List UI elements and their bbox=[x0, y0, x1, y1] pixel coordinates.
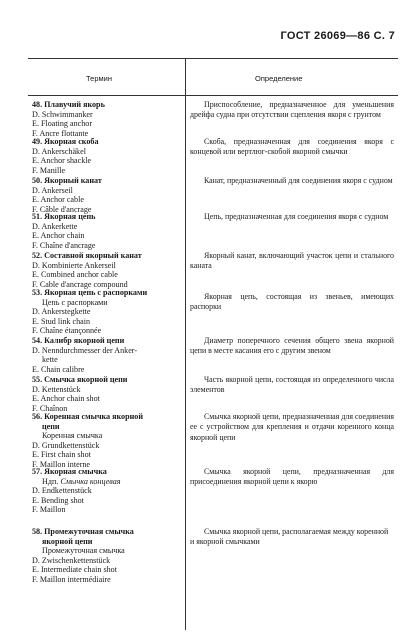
definition-text: Скоба, предназначенная для соединения якоря с концевой или вертлюг-скобой якорной смычки bbox=[190, 137, 394, 157]
term-equivalent: F. Ancre flottante bbox=[32, 128, 89, 138]
definition-text: Якорная цепь, состоящая из звеньев, имеющих распорки bbox=[190, 292, 394, 312]
term-title: 52. Составной якорный канат bbox=[32, 251, 142, 260]
definition-text: Диаметр поперечного сечения общего звена якорной цепи в месте касания его с другим звеном bbox=[190, 336, 394, 356]
term-entry bbox=[32, 251, 184, 289]
term-entry bbox=[32, 467, 184, 515]
term-entry bbox=[32, 212, 184, 250]
definition-text: Якорный канат, включающий участок цепи и стального каната bbox=[190, 251, 394, 271]
term-equivalent: F. Maillon interne bbox=[32, 459, 91, 469]
term-equivalent: F. Chaîne étançonnée bbox=[32, 326, 102, 336]
term-equivalent: D. Nenndurchmesser der Anker- bbox=[32, 345, 138, 355]
term-entry bbox=[32, 412, 184, 470]
column-divider bbox=[185, 58, 186, 630]
term-equivalent: D. Kettenstück bbox=[32, 384, 81, 394]
term-equivalent: E. Anchor chain shot bbox=[32, 394, 100, 404]
table-header-rule bbox=[28, 95, 398, 96]
term-title: 51. Якорная цепь bbox=[32, 212, 96, 221]
term-title: 58. Промежуточная смычка bbox=[32, 527, 134, 536]
table-top-rule bbox=[28, 58, 398, 59]
term-equivalent: E. Anchor chain bbox=[32, 231, 85, 241]
term-equivalent: D. Zwischenkettenstück bbox=[32, 555, 111, 565]
term-entry bbox=[32, 527, 184, 585]
term-equivalent: E. Bending shot bbox=[32, 495, 84, 505]
column-header-definition: Определение bbox=[255, 74, 303, 83]
term-title: 50. Якорный канат bbox=[32, 176, 102, 185]
term-equivalent: D. Ankerseil bbox=[32, 185, 73, 195]
term-entry bbox=[32, 288, 184, 336]
term-equivalent: F. Chaîne d'ancrage bbox=[32, 240, 96, 250]
term-entry bbox=[32, 100, 184, 138]
term-equivalent: D. Ankerschäkel bbox=[32, 146, 86, 156]
definition-text: Цепь, предназначенная для соединения якоря с судном bbox=[204, 212, 389, 221]
term-title: якорной цепи bbox=[42, 536, 93, 546]
term-title: 54. Калибр якорной цепи bbox=[32, 336, 125, 345]
term-equivalent: D. Endkettenstück bbox=[32, 486, 92, 496]
term-equivalent: D. Ankerstegkette bbox=[32, 307, 91, 317]
term-entry bbox=[32, 137, 184, 175]
term-entry bbox=[32, 375, 184, 413]
term-title: 57. Якорная смычка bbox=[32, 467, 107, 476]
definition-text: Смычка якорной цепи, предназначенная для присоединения якорной цепи к якорю bbox=[190, 467, 394, 487]
term-equivalent: F. Chaînon bbox=[32, 403, 68, 413]
definition-text: Приспособление, предназначенное для уменьшения дрейфа судна при отсутствии сцепления якоря с грунтом bbox=[190, 100, 394, 120]
term-title: 49. Якорная скоба bbox=[32, 137, 99, 146]
definition-text: Смычка якорной цепи, предназначенная для соединения ее с устройством для крепления и отдачи коренного конца якорной цепи bbox=[190, 412, 394, 442]
term-equivalent: E. First chain shot bbox=[32, 450, 91, 460]
term-entry bbox=[32, 176, 184, 214]
term-title: 53. Якорная цепь с распорками bbox=[32, 288, 148, 297]
term-equivalent: D. Ankerkette bbox=[32, 221, 78, 231]
definition-text: Часть якорной цепи, состоящая из определенного числа элементов bbox=[190, 375, 394, 395]
definition-text: Смычка якорной цепи, располагаемая между коренной и якорной смычками bbox=[190, 527, 389, 547]
term-equivalent: E. Combined anchor cable bbox=[32, 270, 118, 280]
term-title: 55. Смычка якорной цепи bbox=[32, 375, 128, 384]
term-equivalent: F. Câble d'ancrage bbox=[32, 204, 92, 214]
page-number-header: ГОСТ 26069—86 С. 7 bbox=[280, 30, 395, 42]
term-equivalent: D. Grundkettenstück bbox=[32, 440, 100, 450]
term-entry bbox=[32, 336, 184, 374]
term-title: цепи bbox=[42, 421, 60, 431]
term-equivalent: D. Kombinierte Ankerseil bbox=[32, 260, 116, 270]
term-equivalent: F. Cable d'ancrage compound bbox=[32, 279, 128, 289]
term-equivalent: Промежуточная смычка bbox=[42, 546, 125, 556]
term-equivalent: Коренная смычка bbox=[42, 431, 103, 441]
term-equivalent: F. Maillon intermédiaire bbox=[32, 574, 111, 584]
term-equivalent: F. Manille bbox=[32, 165, 66, 175]
term-equivalent: E. Intermediate chain shot bbox=[32, 565, 117, 575]
definition-text: Канат, предназначенный для соединения якоря с судном bbox=[204, 176, 393, 185]
term-equivalent: E. Floating anchor bbox=[32, 119, 93, 129]
term-title: 56. Коренная смычка якорной bbox=[32, 412, 143, 421]
term-equivalent: kette bbox=[42, 355, 58, 365]
term-title: 48. Плавучий якорь bbox=[32, 100, 105, 109]
column-header-term: Термин bbox=[86, 74, 112, 83]
term-equivalent: F. Maillon bbox=[32, 505, 66, 515]
term-equivalent: Цепь с распорками bbox=[42, 297, 108, 307]
term-equivalent: E. Anchor shackle bbox=[32, 156, 92, 166]
term-equivalent: E. Anchor cable bbox=[32, 195, 84, 205]
term-equivalent: E. Stud link chain bbox=[32, 316, 90, 326]
term-equivalent: E. Chain calibre bbox=[32, 364, 85, 374]
term-equivalent: D. Schwimmanker bbox=[32, 109, 93, 119]
term-equivalent: Ндп. Смычка концевая bbox=[42, 476, 121, 486]
